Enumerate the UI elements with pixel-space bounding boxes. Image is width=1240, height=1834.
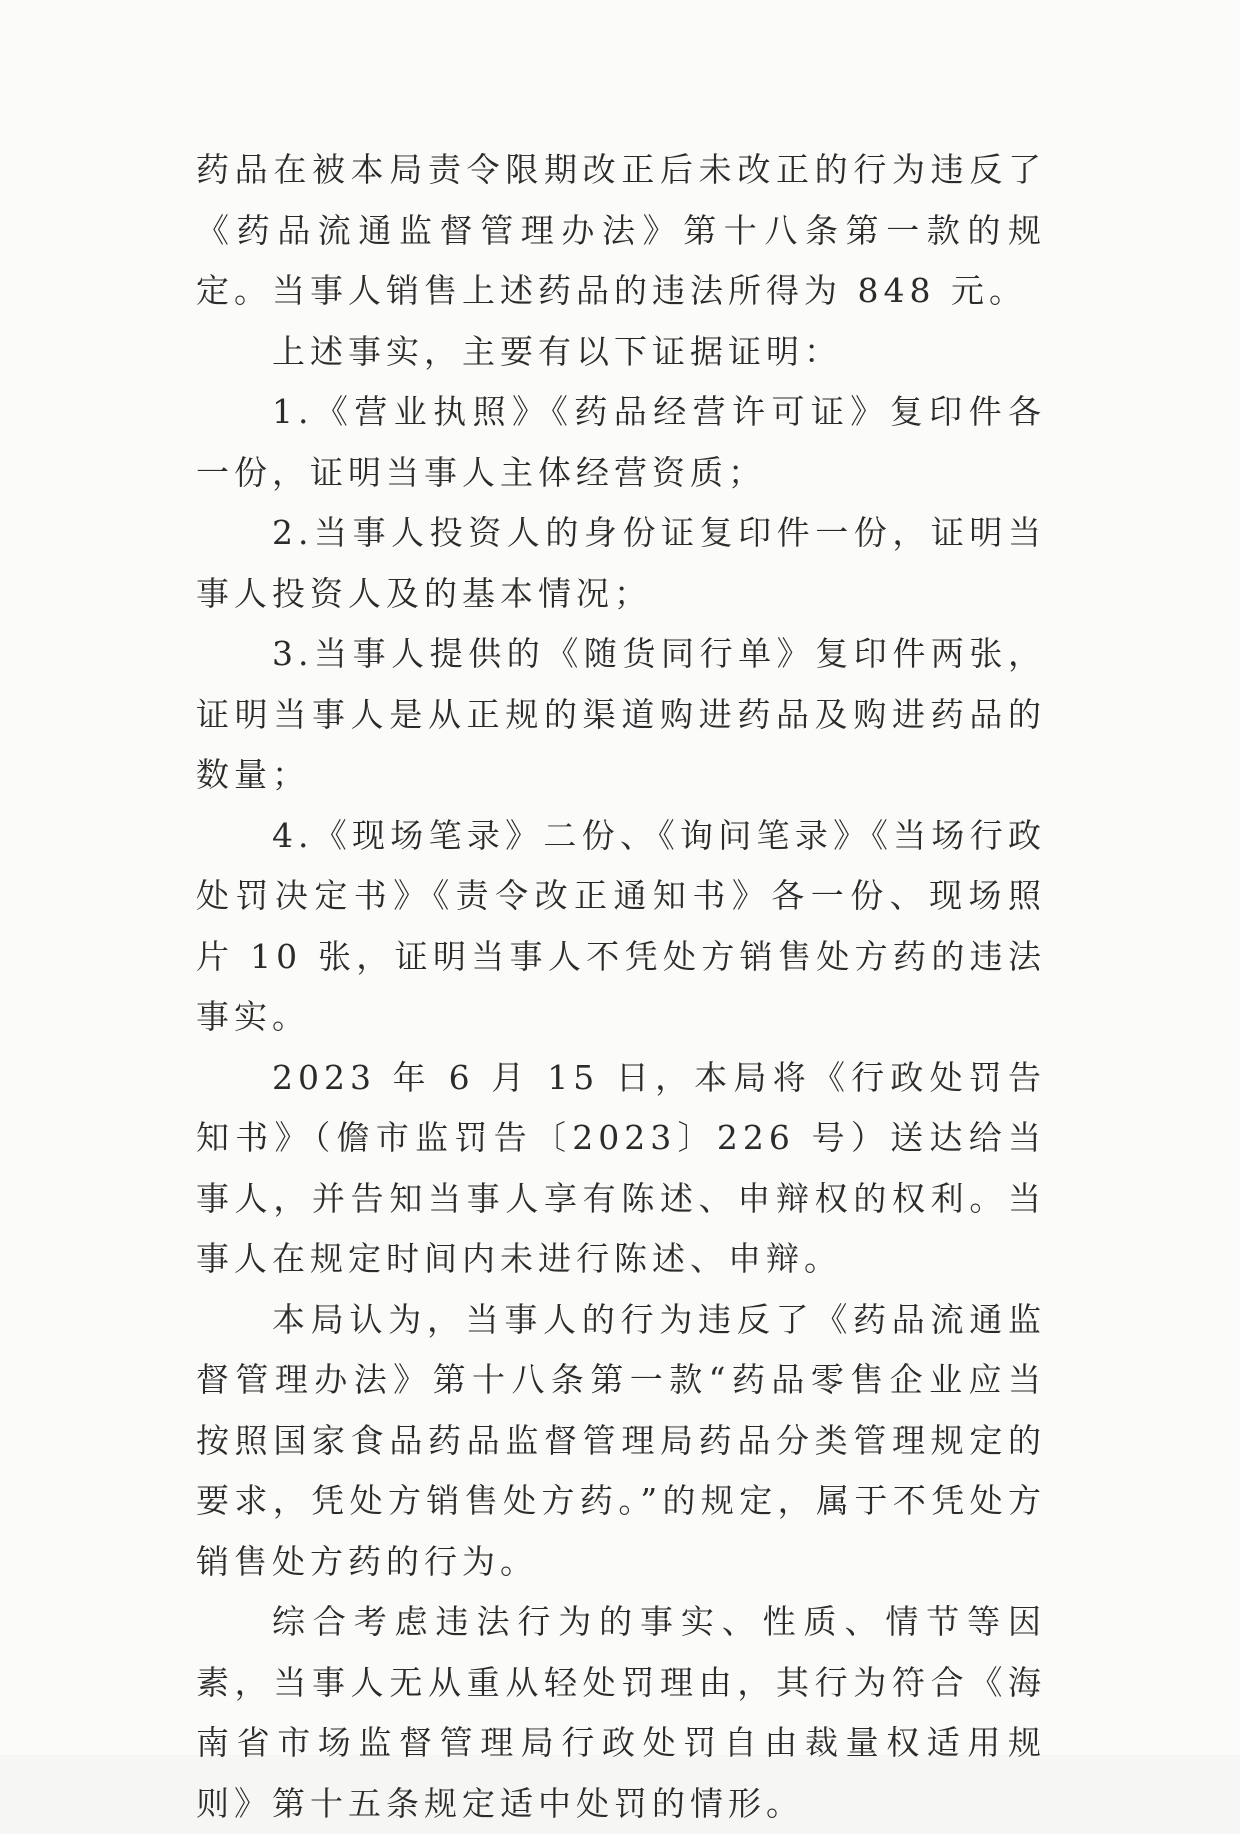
paragraph-evidence-2: 2.当事人投资人的身份证复印件一份，证明当事人投资人及的基本情况； <box>196 513 1046 613</box>
paragraph-evidence-1: 1.《营业执照》《药品经营许可证》复印件各一份，证明当事人主体经营资质； <box>196 392 1046 492</box>
paragraph-notice-served: 2023 年 6 月 15 日，本局将《行政处罚告知书》（儋市监罚告〔2023〕226 号）送达给当事人，并告知当事人享有陈述、申辩权的权利。当事人在规定时间内未进行陈述、申辩。 <box>196 1057 1046 1278</box>
paragraph-evidence-intro: 上述事实，主要有以下证据证明： <box>272 331 842 371</box>
paragraph-penalty-basis: 综合考虑违法行为的事实、性质、情节等因素，当事人无从重从轻处罚理由，其行为符合《海南省市场监督管理局行政处罚自由裁量权适用规则》第十五条规定适中处罚的情形。 <box>196 1602 1046 1823</box>
paragraph-bureau-opinion: 本局认为，当事人的行为违反了《药品流通监督管理办法》第十八条第一款“药品零售企业应当按照国家食品药品监督管理局药品分类管理规定的要求，凭处方销售处方药。”的规定，属于不凭处方销售处方药的行为。 <box>196 1299 1046 1581</box>
paragraph-evidence-3: 3.当事人提供的《随货同行单》复印件两张，证明当事人是从正规的渠道购进药品及购进药品的数量； <box>196 634 1046 794</box>
paragraph-evidence-4: 4.《现场笔录》二份、《询问笔录》《当场行政处罚决定书》《责令改正通知书》各一份、现场照片 10 张，证明当事人不凭处方销售处方药的违法事实。 <box>196 815 1046 1036</box>
paragraph-violation-finding: 药品在被本局责令限期改正后未改正的行为违反了《药品流通监督管理办法》第十八条第一款的规定。当事人销售上述药品的违法所得为 848 元。 <box>196 150 1046 310</box>
document-body <box>196 140 1046 1834</box>
